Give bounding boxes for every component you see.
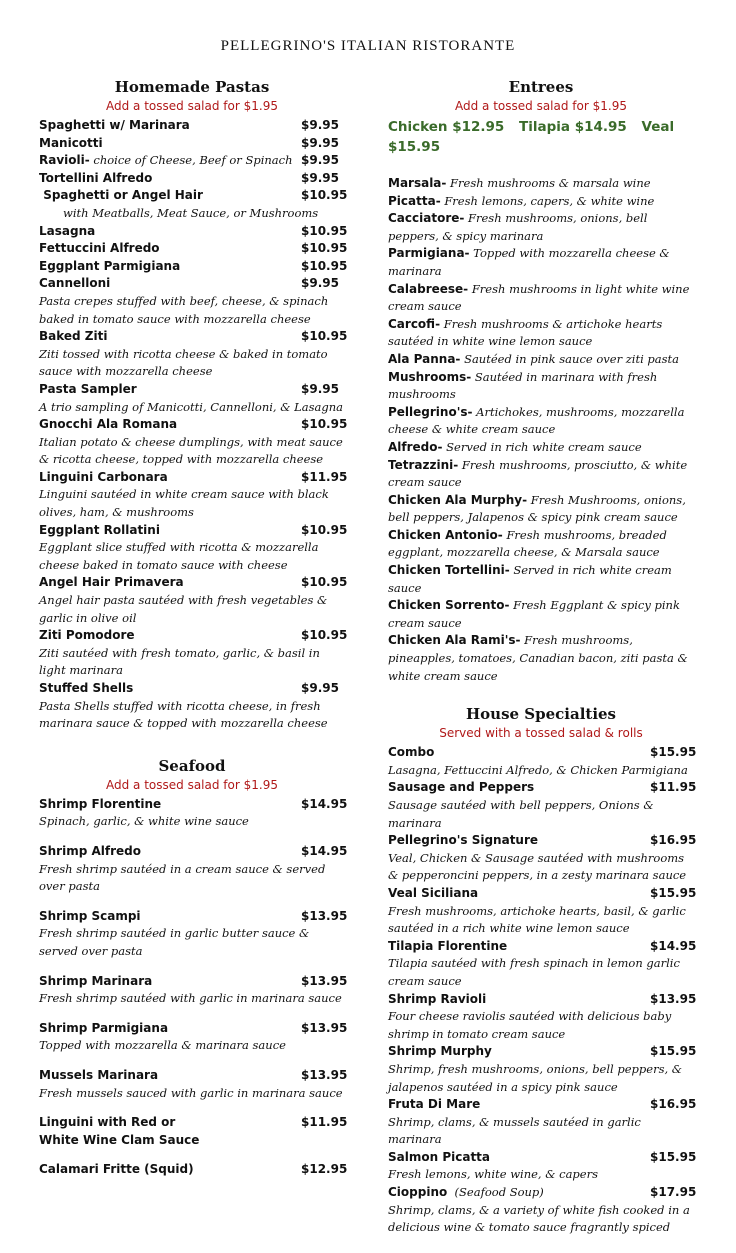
menu-item — [39, 1067, 348, 1102]
entree-item — [388, 492, 694, 527]
menu-item-name — [39, 135, 103, 153]
entree-item-description: Artichokes, mushrooms, mozzarella cheese & white cream sauce — [388, 404, 685, 437]
menu-item-price: $9.95 — [301, 135, 339, 150]
menu-item-price: $15.95 — [650, 885, 697, 900]
menu-item-name-text: Combo — [388, 745, 435, 760]
menu-item-name — [388, 885, 478, 903]
menu-item — [39, 117, 345, 135]
entree-item — [388, 457, 694, 492]
pastas-list — [39, 117, 348, 733]
menu-item — [388, 1096, 697, 1149]
menu-item-name-text: Spaghetti w/ Marinara — [39, 118, 190, 132]
menu-item-row — [39, 1114, 348, 1149]
entree-item-description: Topped with mozzarella cheese & marinara — [388, 246, 670, 278]
menu-item-name-text: Pellegrino's Signature — [388, 833, 539, 848]
entree-item-name: Chicken Antonio- — [388, 527, 503, 542]
entree-item-name: Tetrazzini- — [388, 457, 459, 472]
menu-item-price: $13.95 — [301, 1067, 348, 1082]
menu-item-name — [39, 1161, 194, 1179]
menu-item-description: Ziti sautéed with fresh tomato, garlic, & basil in light marinara — [39, 645, 320, 678]
menu-item-row — [388, 744, 697, 762]
menu-item-row — [39, 680, 345, 698]
menu-item-name — [39, 680, 133, 698]
menu-item-name-text: Spaghetti or Angel Hair — [39, 188, 203, 203]
right-column — [388, 76, 697, 1253]
menu-item-row — [39, 381, 345, 399]
menu-item-name-text: Manicotti — [39, 135, 103, 150]
menu-item-price: $14.95 — [650, 938, 697, 953]
menu-item-name — [388, 832, 538, 850]
menu-item-price: $16.95 — [650, 1097, 697, 1112]
menu-item-row — [388, 1184, 697, 1202]
menu-item-name-text: Fettuccini Alfredo — [39, 241, 160, 256]
menu-item-row — [39, 973, 348, 991]
menu-item-row — [39, 796, 348, 814]
entree-item — [388, 210, 694, 245]
menu-item-description: Eggplant slice stuffed with ricotta & mozzarella cheese baked in tomato sauce with cheese — [39, 540, 319, 572]
menu-item-price: $15.95 — [650, 1149, 697, 1164]
pastas-title: Homemade Pastas — [114, 78, 270, 96]
menu-item-price: $10.95 — [301, 522, 348, 537]
menu-item-description: Lasagna, Fettuccini Alfredo, & Chicken Parmigiana — [388, 762, 688, 777]
menu-item-name-text: Gnocchi Ala Romana — [39, 417, 178, 432]
menu-item-price: $15.95 — [650, 1044, 697, 1059]
entree-item-name: Picatta- — [388, 193, 441, 208]
menu-item-description: Spinach, garlic, & white wine sauce — [39, 814, 249, 829]
menu-item-name-text: Calamari Fritte (Squid) — [39, 1162, 194, 1177]
entree-price-chicken: Chicken $12.95 — [388, 119, 505, 135]
menu-item-name-text: Fruta Di Mare — [388, 1097, 481, 1112]
menu-item — [39, 574, 348, 627]
menu-item — [39, 135, 345, 153]
menu-item-row — [388, 832, 697, 850]
menu-item-name — [388, 938, 507, 956]
menu-item-row — [39, 1161, 348, 1179]
menu-item-price: $15.95 — [650, 745, 697, 760]
menu-item-name-text: Linguini Carbonara — [39, 469, 168, 484]
entree-prices — [388, 117, 694, 157]
menu-item-row — [39, 117, 345, 135]
menu-item-row — [388, 1043, 697, 1061]
menu-item-name-text: Shrimp Parmigiana — [39, 1020, 169, 1035]
menu-item — [39, 275, 345, 328]
menu-item-name-text: Tortellini Alfredo — [39, 170, 153, 185]
entree-item-name: Mushrooms- — [388, 369, 472, 384]
menu-item-row — [39, 627, 348, 645]
menu-item — [39, 381, 345, 416]
menu-item-name-text: Veal Siciliana — [388, 885, 479, 900]
menu-item-name-text: Baked Ziti — [39, 329, 108, 344]
menu-item — [39, 522, 348, 575]
menu-item-price: $9.95 — [301, 276, 339, 291]
menu-item-price: $9.95 — [301, 153, 339, 168]
menu-item-name-text: Shrimp Scampi — [39, 908, 141, 923]
menu-item-description: Fresh mushrooms, artichoke hearts, basil, & garlic sautéed in a rich white wine lemon sauce — [388, 903, 686, 936]
entree-item-description: Served in rich white cream sauce — [388, 563, 672, 595]
specialties-section — [388, 703, 697, 1237]
menu-item-name — [39, 328, 107, 346]
menu-item-row — [39, 240, 348, 258]
seafood-section — [39, 755, 348, 1179]
seafood-subtitle: Add a tossed salad for $1.95 — [106, 777, 278, 792]
menu-item-name-text: Pasta Sampler — [39, 381, 137, 396]
menu-item-description: Sausage sautéed with bell peppers, Onions & marinara — [388, 798, 654, 830]
menu-item-name — [39, 843, 141, 861]
menu-item-price: $11.95 — [301, 469, 348, 484]
menu-item — [39, 843, 348, 896]
menu-item — [39, 627, 348, 680]
seafood-title: Seafood — [158, 756, 226, 775]
menu-item-name-text: Shrimp Marinara — [39, 973, 153, 988]
menu-item-name-text: Ziti Pomodore — [39, 628, 135, 643]
menu-item-row — [39, 135, 345, 153]
menu-item-name — [39, 1114, 199, 1149]
entree-item-name: Chicken Ala Murphy- — [388, 492, 528, 507]
entree-item-name: Calabreese- — [388, 281, 469, 296]
menu-item-price: $12.95 — [301, 1162, 348, 1177]
menu-item-description: with Meatballs, Meat Sauce, or Mushrooms — [63, 205, 319, 220]
entree-item — [388, 281, 694, 316]
menu-item-price: $13.95 — [301, 1020, 348, 1035]
menu-item-name — [39, 117, 190, 135]
menu-item-price: $10.95 — [301, 329, 348, 344]
menu-item-name-text: Eggplant Rollatini — [39, 522, 160, 537]
menu-item — [39, 258, 348, 276]
menu-item — [39, 187, 348, 222]
menu-item-name — [388, 744, 434, 762]
menu-item-price: $13.95 — [650, 991, 697, 1006]
entree-item-description: Fresh mushrooms, onions, bell peppers, & spicy marinara — [388, 211, 648, 243]
menu-item — [39, 170, 345, 188]
menu-item-price: $11.95 — [301, 1115, 348, 1130]
menu-item-name — [39, 381, 137, 399]
entree-price-tilapia: Tilapia $14.95 — [519, 119, 627, 135]
menu-item-name — [39, 1020, 168, 1038]
menu-item-description: Fresh shrimp sautéed in garlic butter sauce & served over pasta — [39, 926, 310, 958]
left-column — [39, 76, 348, 1195]
menu-item — [39, 240, 348, 258]
menu-item-price: $10.95 — [301, 417, 348, 432]
menu-item — [388, 779, 697, 832]
menu-item-name-text: Shrimp Ravioli — [388, 991, 487, 1006]
menu-item-description: Ziti tossed with ricotta cheese & baked in tomato sauce with mozzarella cheese — [39, 346, 328, 379]
menu-item-name — [39, 416, 177, 434]
menu-item-row — [39, 223, 348, 241]
menu-item-description: Pasta crepes stuffed with beef, cheese, & spinach baked in tomato sauce with mozzarella cheese — [39, 293, 329, 326]
menu-item-description: Pasta Shells stuffed with ricotta cheese, in fresh marinara sauce & topped with mozzarella cheese — [39, 698, 328, 731]
entree-item — [388, 404, 694, 439]
menu-item-name-text: Shrimp Florentine — [39, 796, 162, 811]
menu-item-name-text: Shrimp Alfredo — [39, 843, 141, 858]
menu-item-row — [39, 1020, 348, 1038]
entree-item — [388, 369, 694, 404]
entree-item-name: Alfredo- — [388, 439, 443, 454]
menu-item-description: Fresh shrimp sautéed with garlic in marinara sauce — [39, 991, 342, 1006]
menu-item — [39, 908, 348, 961]
menu-item-name — [39, 187, 203, 205]
menu-item-name-text: Mussels Marinara — [39, 1067, 159, 1082]
menu-item — [39, 152, 345, 170]
menu-item-price: $13.95 — [301, 973, 348, 988]
menu-item-description: Fresh lemons, white wine, & capers — [388, 1167, 598, 1182]
entree-item — [388, 175, 694, 193]
menu-item-name — [39, 223, 95, 241]
menu-item-name — [39, 170, 152, 188]
menu-item-name — [39, 574, 184, 592]
menu-item-description: Shrimp, fresh mushrooms, onions, bell peppers, & jalapenos sautéed in a spicy pink sauce — [388, 1061, 683, 1094]
entree-item-description: Fresh mushrooms in light white wine cream sauce — [388, 281, 690, 314]
menu-item-row — [39, 1067, 348, 1085]
menu-item-name — [388, 779, 534, 797]
menu-item-price: $14.95 — [301, 796, 348, 811]
menu-item-name — [388, 1184, 544, 1202]
menu-item-name — [39, 627, 135, 645]
menu-item-row — [39, 843, 348, 861]
menu-item-row — [39, 152, 345, 170]
menu-item-inline-note: (Seafood Soup) — [447, 1185, 544, 1200]
menu-item-name-text: Lasagna — [39, 223, 96, 238]
entree-item-description: Fresh mushrooms, breaded eggplant, mozzarella cheese, & Marsala sauce — [388, 527, 667, 560]
menu-item-name — [388, 1096, 480, 1114]
menu-item — [39, 973, 348, 1008]
entree-item-description: Sautéed in marinara with fresh mushrooms — [388, 369, 658, 402]
menu-item-price: $9.95 — [301, 381, 339, 396]
entree-item — [388, 316, 694, 351]
menu-item-row — [39, 328, 348, 346]
menu-item-name — [39, 469, 168, 487]
menu-item-price: $17.95 — [650, 1185, 697, 1200]
menu-item-row — [39, 170, 345, 188]
restaurant-title: PELLEGRINO'S ITALIAN RISTORANTE — [220, 38, 516, 54]
menu-item-price: $10.95 — [301, 188, 348, 203]
entree-item-name: Marsala- — [388, 176, 447, 190]
entree-item-name: Pellegrino's- — [388, 404, 473, 419]
entree-item — [388, 193, 694, 211]
menu-item-description: A trio sampling of Manicotti, Cannelloni, & Lasagna — [39, 399, 344, 414]
menu-item-price: $10.95 — [301, 575, 348, 590]
menu-item-row — [39, 258, 348, 276]
entrees-subtitle: Add a tossed salad for $1.95 — [455, 99, 627, 113]
entree-item-description: Served in rich white cream sauce — [442, 439, 642, 454]
menu-item-name — [39, 973, 152, 991]
menu-item-row — [388, 938, 697, 956]
menu-item — [388, 832, 697, 885]
menu-item-price: $9.95 — [301, 118, 339, 132]
menu-item-price: $16.95 — [650, 833, 697, 848]
menu-item-name-text: Shrimp Murphy — [388, 1044, 492, 1059]
menu-item-price: $10.95 — [301, 628, 348, 643]
menu-item-description: Shrimp, clams, & a variety of white fish cooked in a delicious wine & tomato sauce fragrantly spiced — [388, 1202, 690, 1235]
menu-item-name — [388, 1043, 492, 1061]
menu-item-name-text: Eggplant Parmigiana — [39, 258, 181, 273]
menu-item-name — [39, 522, 160, 540]
menu-item-row — [388, 991, 697, 1009]
specialties-title: House Specialties — [465, 705, 617, 724]
menu-item — [39, 1020, 348, 1055]
seafood-list — [39, 796, 348, 1179]
menu-item-price: $10.95 — [301, 258, 348, 273]
entree-item — [388, 597, 694, 632]
menu-item-description: Shrimp, clams, & mussels sautéed in garlic marinara — [388, 1114, 641, 1147]
menu-item — [39, 680, 345, 733]
entree-item — [388, 562, 694, 597]
menu-item-price: $10.95 — [301, 241, 348, 256]
menu-item — [39, 1114, 348, 1149]
menu-item-price: $11.95 — [650, 780, 697, 795]
menu-item-description: Angel hair pasta sautéed with fresh vegetables & garlic in olive oil — [39, 593, 328, 625]
menu-item-price: $13.95 — [301, 908, 348, 923]
menu-item-price: $9.95 — [301, 681, 339, 695]
entree-item-name: Cacciatore- — [388, 211, 465, 226]
menu-item — [388, 885, 697, 938]
menu-item-description: Linguini sautéed in white cream sauce with black olives, ham, & mushrooms — [39, 487, 329, 520]
menu-item-price: $14.95 — [301, 843, 348, 858]
menu-item-name-text: Linguini with Red or White Wine Clam Sauce — [39, 1115, 200, 1147]
entree-item-description: Fresh mushrooms, prosciutto, & white cream sauce — [388, 457, 688, 490]
menu-item-name — [39, 240, 160, 258]
entree-item-name: Chicken Tortellini- — [388, 563, 510, 578]
menu-item-name — [39, 1067, 158, 1085]
menu-item-row — [39, 275, 345, 293]
menu-item-description: Veal, Chicken & Sausage sautéed with mushrooms & pepperoncini peppers, in a zesty marinara sauce — [388, 850, 687, 883]
menu-item-description: Fresh shrimp sautéed in a cream sauce & served over pasta — [39, 861, 326, 894]
menu-item — [39, 1161, 348, 1179]
menu-item — [39, 416, 348, 469]
entree-item — [388, 527, 694, 562]
entree-item-name: Carcofi- — [388, 316, 441, 331]
entrees-list — [388, 175, 694, 685]
menu-item — [388, 1184, 697, 1237]
entree-item — [388, 439, 694, 457]
menu-item — [39, 328, 348, 381]
menu-item — [39, 469, 348, 522]
menu-item-row — [39, 908, 348, 926]
menu-item-row — [388, 779, 697, 797]
menu-item-description: Tilapia sautéed with fresh spinach in lemon garlic cream sauce — [388, 956, 680, 988]
menu-item-row — [39, 574, 348, 592]
menu-item-row — [388, 885, 697, 903]
menu-item-name — [388, 1149, 490, 1167]
entree-price-veal: Veal $15.95 — [388, 119, 675, 155]
menu-item-price: $10.95 — [301, 223, 348, 238]
entree-item-description: Sautéed in pink sauce over ziti pasta — [460, 351, 680, 366]
menu-item-name-text: Tilapia Florentine — [388, 938, 508, 953]
menu-item — [39, 796, 348, 831]
menu-item-row — [39, 522, 348, 540]
entree-item-name: Parmigiana- — [388, 246, 470, 261]
menu-item-name-text: Salmon Picatta — [388, 1149, 491, 1164]
menu-item-name — [388, 991, 486, 1009]
menu-item-name-text: Ravioli- — [39, 153, 90, 168]
menu-item-row — [39, 416, 348, 434]
entree-item-name: Ala Panna- — [388, 351, 461, 366]
menu-item-name-text: Sausage and Peppers — [388, 780, 535, 795]
pastas-section — [39, 76, 348, 733]
menu-item-price: $9.95 — [301, 170, 339, 185]
entree-item — [388, 632, 694, 685]
menu-item — [388, 1149, 697, 1184]
menu-item-name — [39, 796, 161, 814]
menu-item-description: Italian potato & cheese dumplings, with meat sauce & ricotta cheese, topped with mozzarella cheese — [39, 434, 343, 467]
entree-item-description: Fresh mushrooms, pineapples, tomatoes, Canadian bacon, ziti pasta & white cream sauce — [388, 633, 688, 683]
menu-item-name — [39, 908, 141, 926]
menu-item — [39, 223, 348, 241]
specialties-list — [388, 744, 697, 1237]
menu-item-row — [388, 1149, 697, 1167]
menu-item-row — [388, 1096, 697, 1114]
menu-item — [388, 744, 697, 779]
entree-item — [388, 245, 694, 280]
entree-item-description: Fresh lemons, capers, & white wine — [440, 193, 655, 208]
menu-item-inline-note: choice of Cheese, Beef or Spinach — [89, 153, 293, 168]
entree-item-description: Fresh Eggplant & spicy pink cream sauce — [388, 598, 680, 630]
menu-item-name-text: Cannelloni — [39, 276, 111, 291]
entree-item-description: Fresh Mushrooms, onions, bell peppers, Jalapenos & spicy pink cream sauce — [388, 492, 686, 525]
entrees-section — [388, 76, 694, 685]
menu-item-name-text: Stuffed Shells — [39, 681, 134, 695]
menu-item-description: Topped with mozzarella & marinara sauce — [39, 1038, 286, 1053]
menu-item-row — [39, 469, 348, 487]
menu-item-name-text: Cioppino — [388, 1185, 448, 1200]
entree-item-description: Fresh mushrooms & artichoke hearts sautéed in white wine lemon sauce — [388, 316, 663, 349]
menu-item-name — [39, 275, 110, 293]
entree-item-name: Chicken Ala Rami's- — [388, 633, 521, 648]
menu-item — [388, 1043, 697, 1096]
menu-item — [388, 991, 697, 1044]
entree-item-description: Fresh mushrooms & marsala wine — [446, 176, 651, 190]
entree-item-name: Chicken Sorrento- — [388, 598, 510, 613]
menu-item-description: Fresh mussels sauced with garlic in marinara sauce — [39, 1085, 343, 1100]
pastas-subtitle: Add a tossed salad for $1.95 — [106, 99, 278, 113]
menu-item-name-text: Angel Hair Primavera — [39, 575, 184, 590]
entree-item — [388, 351, 694, 369]
menu-item-row — [39, 187, 348, 205]
menu-item-description: Four cheese raviolis sautéed with delicious baby shrimp in tomato cream sauce — [388, 1009, 672, 1041]
menu-item — [388, 938, 697, 991]
entrees-title: Entrees — [508, 78, 574, 96]
menu-item-name — [39, 152, 293, 170]
menu-item-name — [39, 258, 180, 276]
specialties-subtitle: Served with a tossed salad & rolls — [439, 726, 643, 741]
